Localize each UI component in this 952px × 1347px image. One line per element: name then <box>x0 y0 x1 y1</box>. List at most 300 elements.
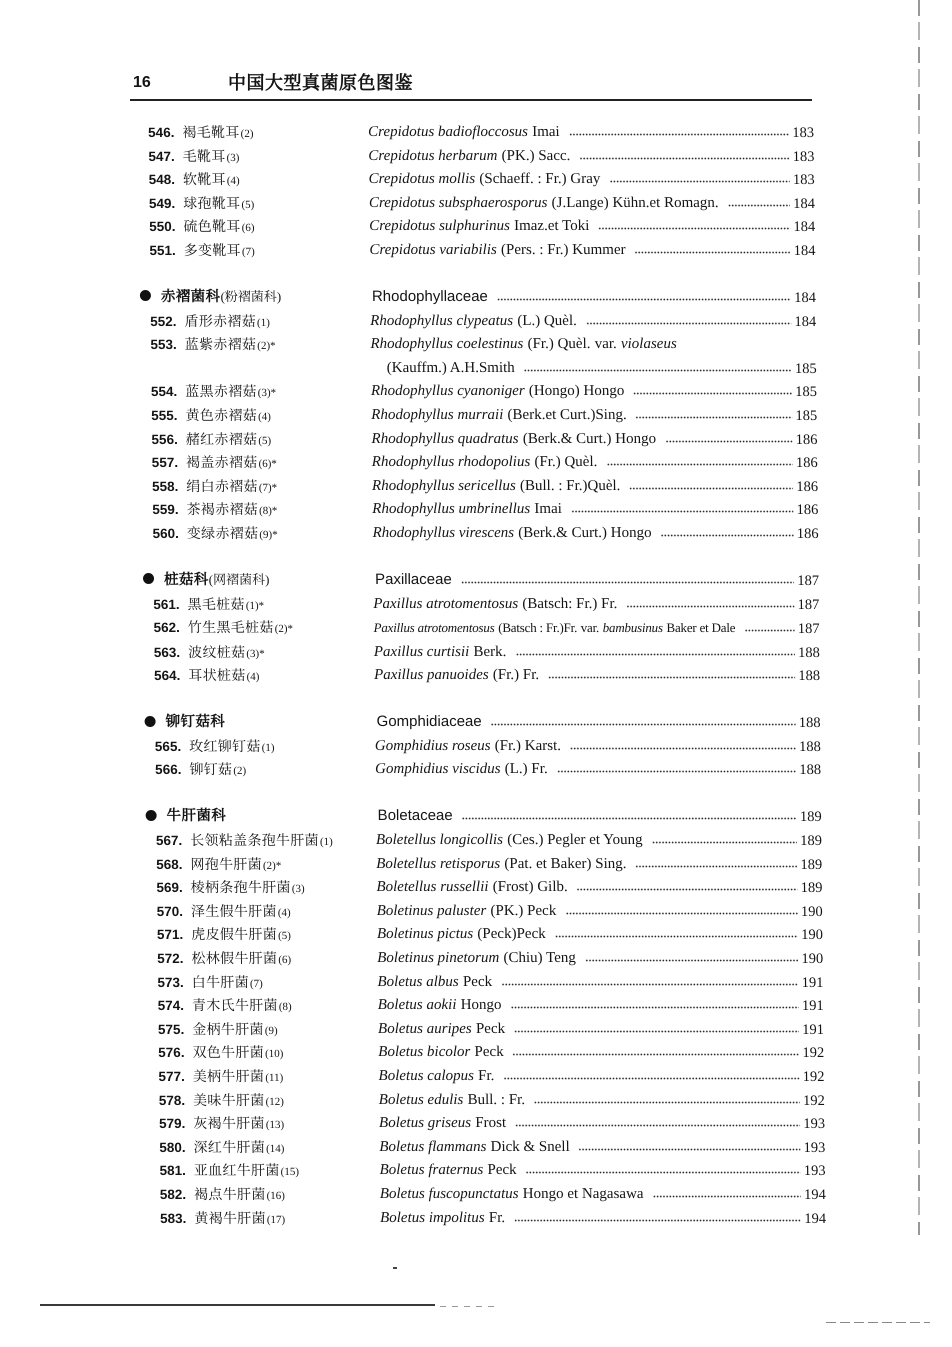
entry-page-number: 191 <box>801 998 824 1015</box>
entry-author: (L.) Quèl. <box>517 312 577 329</box>
entry-author: Peck <box>474 1044 504 1061</box>
entry-number: 562. <box>153 620 180 636</box>
family-heading-latin <box>375 567 819 593</box>
index-entry <box>1 239 952 263</box>
family-heading-latin <box>377 803 821 829</box>
entry-species: Boletus calopus <box>378 1068 474 1084</box>
entry-chinese <box>156 876 304 900</box>
entry-figure-ref: (1)* <box>245 599 265 612</box>
entry-page-number: 185 <box>794 360 817 377</box>
entry-figure-ref: (7) <box>249 977 263 990</box>
entry-number: 555. <box>151 407 178 423</box>
entry-author: Dick & Snell <box>490 1138 570 1155</box>
entry-chinese <box>158 994 292 1018</box>
entry-figure-ref: (17) <box>266 1213 286 1226</box>
entry-chinese-name: 棱柄条孢牛肝菌 <box>190 881 291 897</box>
entry-figure-ref: (5) <box>241 198 255 211</box>
entry-species: Boletinus pinetorum <box>377 950 500 967</box>
entry-author: (Chiu) Teng <box>503 950 576 967</box>
entry-figure-ref: (4) <box>257 410 271 423</box>
entry-number: 564. <box>154 668 181 684</box>
family-page-number: 187 <box>797 572 820 589</box>
entry-number: 560. <box>152 525 179 541</box>
family-group <box>5 567 952 688</box>
family-latin-name: Boletaceae <box>377 807 453 825</box>
entry-page-number: 183 <box>792 172 815 189</box>
entry-chinese-name: 毛靴耳 <box>182 149 226 165</box>
entry-species: Crepidotus subsphaerosporus <box>368 194 548 211</box>
entry-chinese-name: 盾形赤褶菇 <box>184 314 257 330</box>
entry-chinese-name: 泽生假牛肝菌 <box>190 904 277 920</box>
index-entry <box>1 215 952 239</box>
entry-scientific-name <box>372 475 818 499</box>
entry-author: Peck <box>487 1162 517 1179</box>
entry-species: Boletus aokii <box>377 997 457 1014</box>
entry-chinese-name: 多变靴耳 <box>183 243 242 259</box>
entry-chinese <box>159 1112 284 1136</box>
entry-page-number: 184 <box>793 219 816 236</box>
entry-species: Boletus fraternus <box>379 1162 484 1179</box>
dot-leader <box>557 770 797 773</box>
entry-species: Gomphidius viscidus <box>375 761 501 778</box>
entry-page-number: 193 <box>803 1116 826 1133</box>
dot-leader <box>585 959 799 962</box>
entry-scientific-name <box>378 1041 824 1065</box>
entry-page-number: 192 <box>802 1069 825 1085</box>
entry-species: Boletus flammans <box>379 1138 487 1155</box>
entry-chinese <box>151 428 271 452</box>
dot-leader <box>728 204 791 207</box>
entry-number: 551. <box>149 242 176 258</box>
entry-chinese <box>150 310 270 334</box>
entry-scientific-name <box>375 735 821 759</box>
entry-scientific-name <box>376 876 822 900</box>
index-entry <box>11 1136 952 1160</box>
entry-species: Boletus edulis <box>378 1091 464 1108</box>
dot-leader <box>579 157 789 160</box>
entry-page-number: 194 <box>803 1186 826 1203</box>
entry-figure-ref: (3)* <box>257 387 277 400</box>
entry-chinese <box>154 664 260 688</box>
family-heading <box>6 709 952 735</box>
entry-chinese <box>155 758 246 782</box>
family-heading-chinese <box>144 709 225 735</box>
entry-scientific-name <box>368 121 814 145</box>
family-heading <box>2 284 952 310</box>
entry-author: Imaz.et Toki <box>513 218 590 235</box>
entry-species: Rhodophyllus virescens <box>372 524 515 541</box>
entry-chinese-name: 波纹桩菇 <box>188 645 246 661</box>
family-group <box>2 284 952 546</box>
entry-species: Paxillus atrotomentosus <box>373 595 519 612</box>
entry-chinese-name: 铆钉菇 <box>189 763 233 779</box>
entry-chinese <box>158 1065 283 1089</box>
entry-number: 580. <box>159 1139 186 1155</box>
entry-chinese-name: 松林假牛肝菌 <box>191 952 278 968</box>
entry-scientific-name <box>378 1065 824 1089</box>
dot-leader <box>513 1053 800 1056</box>
entry-author: (Fr.) Karst. <box>494 737 562 754</box>
dot-leader <box>629 487 793 490</box>
entry-scientific-name <box>379 1089 825 1113</box>
dot-leader <box>462 817 797 820</box>
index-entry <box>8 853 952 877</box>
species-index <box>0 121 952 1230</box>
entry-page-number: 184 <box>794 313 817 330</box>
family-latin-name: Gomphidiaceae <box>376 712 482 730</box>
entry-figure-ref: (6) <box>278 954 292 967</box>
page-number: 16 <box>133 74 151 91</box>
dot-leader <box>569 133 790 136</box>
entry-chinese <box>160 1207 285 1231</box>
entry-scientific-name <box>373 593 819 617</box>
entry-species: Rhodophyllus murraii <box>371 406 504 423</box>
entry-page-number: 185 <box>795 384 818 401</box>
entry-number: 574. <box>157 998 185 1014</box>
entry-author: (Fr.) Quèl. <box>527 336 591 353</box>
entry-species: Boletus auripes <box>377 1020 472 1037</box>
entry-page-number: 192 <box>802 1092 825 1109</box>
entry-number: 550. <box>149 219 176 235</box>
family-heading <box>7 803 952 829</box>
entry-page-number: 191 <box>801 974 824 991</box>
entry-scientific-name <box>380 1207 826 1231</box>
entry-chinese-name: 青木氏牛肝菌 <box>191 999 278 1015</box>
dot-leader <box>491 723 796 726</box>
bullet-icon <box>140 290 151 301</box>
index-entry <box>4 451 952 475</box>
entry-chinese <box>152 475 277 499</box>
family-alt-name: (网褶菌科) <box>208 571 270 587</box>
entry-figure-ref: (5) <box>258 434 272 447</box>
entry-chinese <box>157 947 291 971</box>
entry-scientific-name <box>378 1018 824 1042</box>
entry-author: (Pat. et Baker) Sing. <box>504 855 627 872</box>
entry-scientific-name <box>378 994 824 1018</box>
index-entry <box>6 641 952 665</box>
family-name: 铆钉菇科 <box>165 713 226 730</box>
entry-scientific-name <box>377 923 823 947</box>
family-heading-chinese <box>143 567 270 593</box>
family-heading <box>5 567 952 593</box>
entry-figure-ref: (3) <box>226 151 240 164</box>
index-entry <box>4 498 952 522</box>
entry-author: (Berk.& Curt.) Hongo <box>522 430 657 447</box>
entry-species: Rhodophyllus umbrinellus <box>372 501 531 518</box>
entry-author: (Frost) Gilb. <box>492 879 568 896</box>
entry-chinese <box>157 923 291 947</box>
entry-figure-ref: (1) <box>319 836 333 849</box>
entry-author: (Peck)Peck <box>477 926 546 943</box>
entry-number: 573. <box>157 974 184 990</box>
dot-leader <box>534 1101 800 1104</box>
entry-variety: bambusinus <box>602 620 663 636</box>
entry-chinese-name: 蓝黑赤褶菇 <box>185 385 257 401</box>
index-entry <box>4 475 952 499</box>
dot-leader <box>570 747 796 750</box>
dot-leader <box>609 180 790 183</box>
entry-number: 566. <box>155 762 182 778</box>
dot-leader <box>586 322 792 325</box>
entry-author: Hongo <box>460 997 502 1014</box>
entry-scientific-name <box>372 451 818 475</box>
scan-speck <box>393 1267 397 1269</box>
entry-scientific-name <box>379 1136 825 1160</box>
family-name: 牛肝菌科 <box>166 808 227 825</box>
entry-number: 583. <box>159 1210 187 1226</box>
family-heading-chinese <box>140 284 282 310</box>
entry-figure-ref: (8) <box>278 1001 292 1014</box>
book-title: 中国大型真菌原色图鉴 <box>228 73 413 93</box>
entry-page-number: 187 <box>797 596 820 613</box>
dot-leader <box>665 440 793 443</box>
family-alt-name: (粉褶菌科) <box>220 288 282 304</box>
index-entry <box>5 593 952 617</box>
index-entry <box>10 1041 952 1065</box>
dot-leader <box>524 369 792 372</box>
dot-leader <box>461 581 795 584</box>
entry-number: 579. <box>158 1116 186 1132</box>
entry-page-number: 184 <box>793 195 815 212</box>
dot-leader <box>515 1124 800 1127</box>
entry-chinese <box>159 1136 284 1160</box>
entry-number: 577. <box>158 1069 185 1084</box>
entry-figure-ref: (9)* <box>259 528 278 541</box>
footer-rule <box>40 1304 435 1306</box>
entry-author: (Berk.et Curt.)Sing. <box>507 406 627 423</box>
entry-number: 567. <box>155 833 183 849</box>
entry-figure-ref: (3)* <box>246 647 265 660</box>
index-entry <box>3 380 952 404</box>
family-group <box>7 803 952 1230</box>
dot-leader <box>577 888 798 891</box>
entry-chinese <box>155 735 275 759</box>
entry-chinese <box>157 900 291 924</box>
entry-scientific-name <box>376 853 822 877</box>
entry-chinese <box>149 168 240 192</box>
dot-leader <box>744 629 795 632</box>
entry-number: 547. <box>148 148 175 164</box>
entry-number: 581. <box>159 1163 186 1179</box>
entry-chinese-name: 亚血红牛肝菌 <box>193 1164 280 1180</box>
index-entry <box>4 522 952 546</box>
entry-scientific-name <box>369 239 815 263</box>
entry-page-number: 189 <box>800 880 823 897</box>
entry-scientific-name <box>371 404 817 428</box>
index-entry <box>9 947 952 971</box>
bullet-icon <box>146 810 157 821</box>
entry-species: Rhodophyllus cyanoniger <box>370 383 525 400</box>
entry-chinese <box>153 616 293 640</box>
entry-page-number: 189 <box>800 833 823 850</box>
entry-page-number: 186 <box>795 431 818 448</box>
entry-figure-ref: (6)* <box>258 458 277 471</box>
entry-figure-ref: (15) <box>280 1166 300 1179</box>
entry-species: Paxillus panuoides <box>374 667 489 684</box>
entry-number: 546. <box>148 125 175 140</box>
entry-figure-ref: (4) <box>277 906 291 919</box>
entry-number: 549. <box>148 195 176 211</box>
entry-species: Crepidotus badiofloccosus <box>368 124 529 140</box>
entry-author: (Ces.) Pegler et Young <box>507 832 643 849</box>
entry-author: Fr. <box>488 1209 506 1226</box>
entry-chinese-name: 白牛肝菌 <box>191 975 250 991</box>
entry-rank: var. <box>580 620 600 636</box>
entry-author: (Berk.& Curt.) Hongo <box>518 524 652 541</box>
entry-species: Boletus fuscopunctatus <box>379 1185 519 1202</box>
index-entry <box>2 333 952 380</box>
entry-scientific-name <box>374 664 820 688</box>
index-entry <box>10 1065 952 1089</box>
dot-leader <box>548 676 795 679</box>
entry-page-number: 193 <box>803 1163 826 1180</box>
entry-chinese <box>149 192 255 216</box>
dot-leader <box>571 510 794 513</box>
entry-figure-ref: (13) <box>265 1119 285 1132</box>
entry-chinese-name: 褐点牛肝菌 <box>194 1187 266 1203</box>
dot-leader <box>653 1195 802 1198</box>
index-entry <box>9 971 952 995</box>
dot-leader <box>514 1219 801 1222</box>
entry-number: 557. <box>151 455 179 471</box>
entry-page-number: 188 <box>799 762 822 779</box>
bullet-icon <box>145 716 156 727</box>
entry-scientific-name <box>370 310 816 334</box>
entry-author: Frost <box>475 1115 507 1132</box>
entry-number: 568. <box>156 856 183 872</box>
entry-chinese <box>148 145 239 169</box>
entry-species: Crepidotus mollis <box>368 171 476 188</box>
dot-leader <box>511 1006 800 1009</box>
dot-leader <box>635 865 797 868</box>
index-entry <box>3 404 952 428</box>
entry-page-number: 188 <box>799 738 821 755</box>
entry-figure-ref: (8)* <box>259 505 278 518</box>
entry-chinese-name: 绢白赤褶菇 <box>186 479 258 495</box>
index-entry <box>10 1018 952 1042</box>
entry-species: Rhodophyllus quadratus <box>371 430 519 447</box>
entry-rank: var. <box>594 336 617 353</box>
entry-chinese-name: 金柄牛肝菌 <box>192 1022 264 1038</box>
dot-leader <box>526 1171 801 1174</box>
entry-scientific-name <box>375 758 821 782</box>
entry-author: (L.) Fr. <box>504 761 548 778</box>
entry-scientific-name <box>369 192 815 216</box>
dot-leader <box>633 392 792 395</box>
dot-leader <box>626 605 794 608</box>
index-entry <box>0 121 952 145</box>
entry-figure-ref: (4) <box>226 175 240 188</box>
dot-leader <box>501 983 799 986</box>
entry-scientific-name <box>370 333 817 380</box>
entry-author: (PK.) Sacc. <box>501 147 571 164</box>
index-entry <box>2 310 952 334</box>
family-page-number: 188 <box>798 714 821 731</box>
entry-page-number: 193 <box>803 1139 826 1156</box>
family-page-number: 184 <box>794 289 817 306</box>
entry-chinese <box>157 971 263 995</box>
entry-chinese-name: 茶褐赤褶菇 <box>186 503 259 519</box>
entry-scientific-name <box>372 498 818 522</box>
family-name: 赤褶菌科 <box>160 288 221 305</box>
entry-species: Rhodophyllus coelestinus <box>370 336 524 353</box>
entry-chinese <box>156 853 281 877</box>
dot-leader <box>555 935 799 938</box>
entry-page-number: 183 <box>792 148 815 165</box>
entry-species: Boletus bicolor <box>378 1044 471 1061</box>
entry-variety: violaseus <box>620 336 677 353</box>
entry-species: Boletus albus <box>377 973 459 990</box>
index-entry <box>11 1089 952 1113</box>
entry-scientific-name <box>379 1159 825 1183</box>
entry-chinese <box>156 829 333 853</box>
entry-chinese <box>151 404 271 428</box>
entry-number: 552. <box>150 313 177 329</box>
entry-scientific-name <box>374 641 820 665</box>
index-entry <box>0 145 952 169</box>
entry-chinese <box>149 215 255 239</box>
entry-chinese <box>152 522 277 546</box>
index-entry <box>11 1112 952 1136</box>
entry-chinese-name: 赭红赤褶菇 <box>185 432 258 448</box>
footer-right-rule <box>826 1322 930 1323</box>
entry-author: (Pers. : Fr.) Kummer <box>500 241 626 258</box>
entry-species: Boletinus pictus <box>376 926 474 943</box>
entry-chinese <box>154 641 265 665</box>
entry-scientific-name <box>377 900 823 924</box>
family-heading-chinese <box>145 803 226 829</box>
entry-chinese-name: 竹生黑毛桩菇 <box>187 621 274 637</box>
index-entry <box>3 428 952 452</box>
entry-species: Paxillus curtisii <box>373 643 470 660</box>
entry-author: Fr. <box>478 1068 495 1084</box>
entry-figure-ref: (7) <box>241 245 255 258</box>
entry-figure-ref: (10) <box>264 1048 284 1061</box>
index-entry <box>12 1207 952 1231</box>
entry-page-number: 188 <box>798 668 821 685</box>
entry-number: 556. <box>151 431 178 447</box>
entry-page-number: 186 <box>796 525 819 542</box>
entry-scientific-name <box>373 616 819 641</box>
entry-number: 571. <box>156 927 184 943</box>
family-latin-name: Paxillaceae <box>374 570 452 588</box>
entry-page-number: 184 <box>793 242 816 259</box>
dot-leader <box>515 653 795 656</box>
entry-scientific-name <box>369 168 815 192</box>
entry-chinese-name: 硫色靴耳 <box>183 220 241 236</box>
entry-species: Rhodophyllus rhodopolius <box>371 454 531 471</box>
dot-leader <box>514 1030 799 1033</box>
entry-number: 554. <box>150 384 178 400</box>
entry-number: 565. <box>154 738 182 754</box>
entry-page-number: 183 <box>792 125 815 141</box>
entry-page-number: 188 <box>798 644 820 661</box>
family-latin-name: Rhodophyllaceae <box>371 287 488 305</box>
entry-chinese <box>158 1018 278 1042</box>
entry-scientific-name <box>371 428 817 452</box>
entry-species: Boletinus paluster <box>376 902 487 919</box>
entry-figure-ref: (11) <box>265 1072 284 1084</box>
entry-number: 563. <box>153 644 181 660</box>
entry-chinese <box>153 593 264 617</box>
entry-chinese <box>152 498 277 522</box>
entry-chinese <box>150 333 275 357</box>
family-group <box>0 121 952 263</box>
entry-figure-ref: (16) <box>266 1189 285 1202</box>
entry-author: (Fr.) Quèl. <box>534 454 598 471</box>
entry-number: 572. <box>157 951 184 967</box>
entry-scientific-name <box>376 829 822 853</box>
